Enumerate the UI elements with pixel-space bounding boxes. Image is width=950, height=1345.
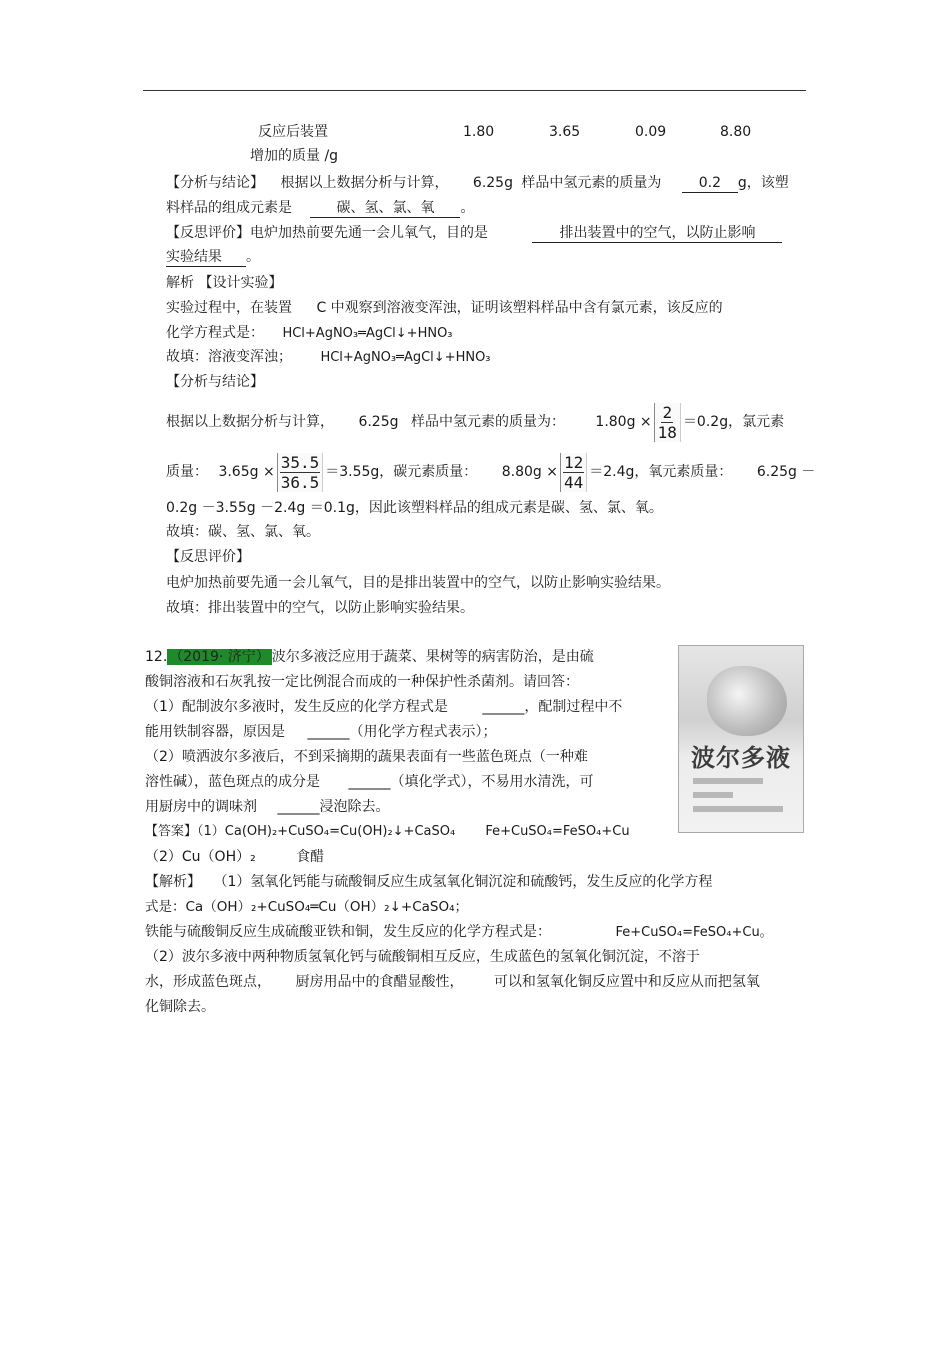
calc2-text: 质量：	[166, 464, 208, 480]
reflection-end: 。	[246, 249, 260, 265]
calc1-text: 根据以上数据分析与计算，	[166, 414, 334, 430]
hydrogen-mass-answer: 0.2	[682, 175, 738, 193]
explanation-line-1	[166, 298, 723, 318]
q12-text-6-end: （填化学式），不易用水清洗，可	[390, 774, 594, 790]
exp-line-1	[145, 872, 712, 892]
explanation-head: 解析 【设计实验】	[166, 275, 283, 291]
reflection-line-1	[166, 223, 782, 243]
q12-text-7-end: 浸泡除去。	[319, 799, 390, 815]
analysis-text-c: g，该塑	[737, 175, 789, 191]
calc-line-3: 0.2g －3.55g －2.4g ＝0.1g，因此该塑料样品的组成元素是碳、氢、氯、氧。	[166, 500, 663, 516]
reflection-answer-1: 排出装置中的空气，以防止影响	[532, 225, 782, 243]
reflect-text-2: 电炉加热前要先通一会儿氧气，目的是排出装置中的空气，以防止影响实验结果。	[166, 575, 670, 591]
answer-2b: 食醋	[296, 849, 325, 865]
exp-line-6: 化铜除去。	[145, 999, 215, 1015]
q12-line-2: 酸铜溶液和石灰乳按一定比例混合而成的一种保护性杀菌剂。请回答：	[145, 674, 579, 690]
calc1-result: ＝0.2g，氯元素	[682, 414, 785, 430]
image-title: 波尔多液	[691, 744, 791, 772]
header-rule	[143, 90, 806, 91]
explanation-line-3	[166, 347, 491, 368]
image-blob	[707, 666, 787, 736]
exp-line-5	[145, 972, 760, 992]
table-row-label-2: 增加的质量 /g	[250, 148, 339, 164]
equation-silver-nitrate: HCl+AgNO₃═AgCl↓+HNO₃	[282, 326, 453, 341]
exp-line-4: （2）波尔多液中两种物质氢氧化钙与硫酸铜相互反应，生成蓝色的氢氧化铜沉淀，不溶于	[145, 949, 700, 965]
q12-text-3: （1）配制波尔多液时，发生反应的化学方程式是	[145, 699, 448, 715]
fraction-chlorine: $\frac{35.5}{36.5}$	[277, 453, 324, 492]
calc-line-2	[166, 450, 815, 494]
calc1-mass: 6.25g	[358, 414, 399, 430]
analysis-text: 根据以上数据分析与计算，	[280, 175, 449, 191]
q12-line-4	[145, 722, 496, 742]
exp-eq-3: Fe+CuSO₄=FeSO₄+Cu。	[615, 925, 773, 940]
reflection-head: 【反思评价】	[166, 225, 250, 241]
fill-2: 故填：碳、氢、氯、氧。	[166, 524, 320, 540]
analysis-line-1	[166, 173, 789, 193]
analysis-head: 【分析与结论】	[166, 175, 264, 191]
exp-head: 【解析】	[145, 874, 201, 890]
exp-line-2: 式是：Ca（OH）₂+CuSO₄═Cu（OH）₂↓+CaSO₄；	[145, 899, 469, 915]
analysis-line-2	[166, 198, 474, 218]
calc2-oxygen-start: 6.25g －	[756, 464, 816, 480]
reflect-head-2: 【反思评价】	[166, 549, 250, 565]
question-source-highlight: （2019· 济宁）	[169, 649, 270, 665]
exp-text-3: 铁能与硫酸铜反应生成硫酸亚铁和铜，发生反应的化学方程式是：	[145, 924, 551, 940]
analysis-line2-end: 。	[460, 200, 475, 216]
q12-line-1	[145, 647, 594, 667]
sample-mass: 6.25g	[472, 175, 513, 191]
calc2-carbon-factor: 8.80g ×	[501, 464, 558, 480]
bordeaux-mixture-image	[678, 645, 804, 833]
image-line	[693, 792, 733, 798]
blank-3[interactable]: ______	[348, 774, 391, 790]
calc1-factor: 1.80g ×	[595, 414, 652, 430]
blank-1[interactable]: ______	[482, 699, 525, 715]
table-value-2: 3.65	[549, 124, 581, 140]
exp-text-5c: 可以和氢氧化铜反应置中和反应从而把氢氧	[493, 974, 760, 990]
table-value-1: 1.80	[463, 124, 495, 140]
answer-line-2	[145, 847, 324, 867]
calc2-result: ＝3.55g，碳元素质量：	[325, 464, 478, 480]
exp-l3a: 故填：溶液变浑浊；	[166, 349, 292, 365]
answer-head: 【答案】（1）Ca(OH)₂+CuSO₄=Cu(OH)₂↓+CaSO₄	[145, 824, 456, 839]
answer-eq-2: Fe+CuSO₄=FeSO₄+Cu	[485, 824, 630, 839]
fill-3: 故填：排出装置中的空气，以防止影响实验结果。	[166, 600, 474, 616]
reflection-answer-2: 实验结果	[166, 249, 246, 267]
q12-text-4-end: （用化学方程式表示）；	[349, 724, 497, 740]
exp-text-5b: 厨房用品中的食醋显酸性，	[295, 974, 464, 990]
q12-text-1: 波尔多液泛应用于蔬菜、果树等的病害防治，是由硫	[271, 649, 594, 665]
explanation-line-2	[166, 323, 453, 344]
reflection-line-2	[166, 247, 260, 267]
exp-l2a: 化学方程式是：	[166, 325, 264, 341]
answer-line-1	[145, 822, 630, 842]
elements-answer: 碳、氢、氯、氧	[310, 200, 460, 218]
equation-silver-nitrate-2: HCl+AgNO₃═AgCl↓+HNO₃	[320, 350, 491, 365]
calc2-factor: 3.65g ×	[218, 464, 275, 480]
analysis-text-b: 样品中氢元素的质量为	[521, 175, 662, 191]
image-line	[693, 778, 763, 784]
blank-4[interactable]: ______	[277, 799, 320, 815]
analysis-line2-text: 料样品的组成元素是	[166, 200, 292, 216]
q12-text-4: 能用铁制容器，原因是	[145, 724, 285, 740]
q12-line-6	[145, 772, 593, 792]
calc1-text-c: 样品中氢元素的质量为：	[410, 414, 565, 430]
calc2-oxygen-text: ＝2.4g，氧元素质量：	[589, 464, 733, 480]
q12-line-5: （2）喷洒波尔多液后，不到采摘期的蔬果表面有一些蓝色斑点（一种难	[145, 749, 588, 765]
q12-text-7: 用厨房中的调味剂	[145, 799, 257, 815]
fraction-hydrogen: $\frac{2}{18}$	[654, 403, 681, 442]
fraction-carbon: $\frac{12}{44}$	[560, 453, 587, 492]
table-row-label: 反应后装置	[258, 124, 328, 140]
question-number: 12.	[145, 649, 168, 665]
q12-line-3	[145, 697, 622, 717]
exp-line-3	[145, 922, 773, 943]
table-value-4: 8.80	[720, 124, 752, 140]
table-value-3: 0.09	[635, 124, 667, 140]
q12-line-7	[145, 797, 389, 817]
answer-2a: （2）Cu（OH）₂	[145, 849, 256, 865]
analysis-head-2: 【分析与结论】	[166, 374, 264, 390]
calc-line-1	[166, 400, 784, 444]
q12-text-3-end: ，配制过程中不	[524, 699, 623, 715]
exp-text-5a: 水，形成蓝色斑点，	[145, 974, 271, 990]
exp-l1a: 实验过程中，在装置	[166, 300, 292, 316]
reflection-text: 电炉加热前要先通一会儿氧气，目的是	[250, 225, 488, 241]
image-line	[693, 806, 783, 812]
q12-text-6: 溶性碱），蓝色斑点的成分是	[145, 774, 320, 790]
exp-text-1: （1）氢氧化钙能与硫酸铜反应生成氢氧化铜沉淀和硫酸钙，发生反应的化学方程	[213, 874, 713, 890]
exp-l1b: C 中观察到溶液变浑浊，证明该塑料样品中含有氯元素，该反应的	[316, 300, 723, 316]
blank-2[interactable]: ______	[307, 724, 350, 740]
